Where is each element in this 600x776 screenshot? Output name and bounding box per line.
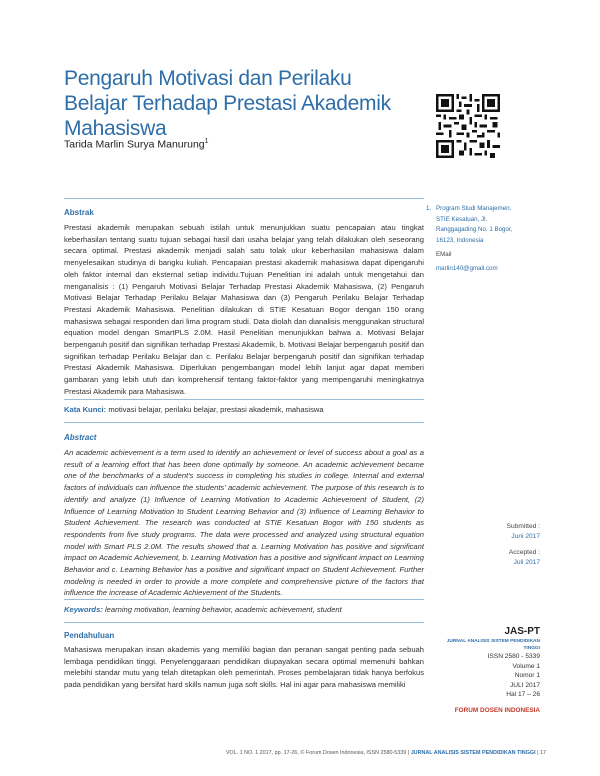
qr-code <box>436 94 500 158</box>
affil-line: Ranggagading No. 1 Bogor, <box>436 226 513 233</box>
journal-date: JULI 2017 <box>509 681 540 689</box>
footer-citation: VOL. 1 NO. 1 2017, pp. 17-26, © Forum Dosen Indonesia, ISSN 2580-5339 | <box>225 750 410 756</box>
keywords-value: learning motivation, learning behavior, academic achievement, student <box>104 605 342 614</box>
abstract-text: An academic achievement is a term used to identify an achievement or level of success about a goal as a result of a learning effort that has been done optimally by someone. An academic achievement became one of the benchmarks of a student's success in completing his studies in college. Internal and external factors of individuals can influence the students' academic achievement. The purpose of this research is to identify and analyze (1) Influence of Learning Motivation to Academic Achievement of Student, (2) Influence of Learning Motivation to Student Learning Behavior and (3) Influence of Learning Behavior to Student Achievement. The research was conducted at STIE Kesatuan Bogor with 150 students as respondents from five study programs. The data were processed and analyzed using structural equation model with Smart PLS 2.0M. The results showed that a. Learning Motivation has positive and significant impact on Academic Achievement, b. Learning Motivation has a positive and significant impact on Learning Behavior and c. Learning Behavior has a positive and significant impact on Student Achievement. Further modeling is needed in order to provide a more complete and comprehensive picture of the factors that influence the increase of Academic Achievement of the Students. <box>64 448 424 598</box>
article-title: Pengaruh Motivasi dan Perilaku Belajar Terhadap Prestasi Akademik Mahasiswa <box>64 67 391 140</box>
affil-line: STIE Kesatuan, Jl. <box>436 215 488 223</box>
affil-number: 1. <box>426 205 432 212</box>
accepted-label: Accepted : <box>508 549 540 556</box>
divider <box>64 622 424 623</box>
kata-kunci <box>64 405 424 414</box>
submitted-label: Submitted : <box>506 523 540 530</box>
affil-line: 16123, Indonesia <box>436 236 484 244</box>
journal-issn: ISSN 2580 - 5339 <box>487 653 540 660</box>
journal-nomor: Nomor 1 <box>514 672 540 680</box>
divider <box>64 599 424 600</box>
journal-info <box>440 626 540 716</box>
kata-kunci-value: motivasi belajar, perilaku belajar, prestasi akademik, mahasiswa <box>108 405 324 414</box>
accepted-block <box>440 548 540 568</box>
author-name: Tarida Marlin Surya Manurung <box>64 138 205 151</box>
kata-kunci-label: Kata Kunci: <box>64 405 107 414</box>
keywords <box>64 605 424 614</box>
footer-page: | 17 <box>537 750 546 756</box>
submitted-block <box>440 522 540 542</box>
keywords-label: Keywords: <box>64 605 103 614</box>
affil-line: Program Studi Manajemen, <box>436 205 512 212</box>
author-affil-mark: 1 <box>204 138 209 145</box>
email-label: EMail <box>436 251 452 258</box>
pendahuluan-heading: Pendahuluan <box>64 631 115 640</box>
submitted-value: Juni 2017 <box>511 533 540 540</box>
divider <box>64 422 424 423</box>
journal-name: JAS-PT <box>504 626 540 637</box>
divider <box>64 198 424 199</box>
abstrak-heading: Abstrak <box>64 208 94 217</box>
journal-pages: Hal 17 – 26 <box>506 691 540 699</box>
email-link[interactable]: marlin140@gmail.com <box>436 264 498 272</box>
journal-subtitle: JURNAL ANALISIS SISTEM PENDIDIKAN TINGGI <box>446 639 540 651</box>
journal-publisher: FORUM DOSEN INDONESIA <box>454 706 540 714</box>
author-line <box>64 138 209 151</box>
footer-journal: JURNAL ANALISIS SISTEM PENDIDIKAN TINGGI <box>410 750 536 756</box>
affiliation-sidebar <box>426 204 546 274</box>
journal-volume: Volume 1 <box>512 662 540 670</box>
abstrak-text: Prestasi akademik merupakan sebuah istilah untuk menunjukkan suatu pencapaian atau tingkat keberhasilan tentang suatu tujuan sebagai hasil dari usaha belajar yang telah dilakukan oleh seseorang secara optimal. Prestasi akademik menjadi salah satu tolak ukur keberhasilan mahasiswa dalam menyelesaikan studinya di bangku kuliah. Pencapaian prestasi akademik mahasiswa dapat dipengaruhi oleh faktor internal dan eksternal setiap individu.Tujuan Penelitian ini adalah untuk mengetahui dan menganalisis : (1) Pengaruh Motivasi Belajar Terhadap Prestasi Akademik Mahasiswa, (2) Pengaruh Motivasi Belajar Terhadap Perilaku Belajar Mahasiswa dan (3) Pengaruh Perilaku Belajar Terhadap Prestasi Akademik Mahasiswa. Penelitian dilakukan di STIE Kesatuan Bogor dengan 150 orang mahasiswa sebagai responden dari lima program studi. Data diolah dan dianalisis menggunakan structural equation model dengan SmartPLS 2.0M. Hasil Penelitian menunjukkan bahwa a. Motivasi Belajar berpengaruh positif dan signifikan terhadap Prestasi Akademik, b. Motivasi Belajar berpengaruh positif dan signifikan terhadap Perilaku Belajar dan c. Perilaku Belajar berpengaruh positif dan signifikan terhadap Prestasi Akademik Mahasiswa. Diperlukan pengembangan model lebih lanjut agar dapat memberi gambaran yang lebih utuh dan komprehensif tentang faktor-faktor yang mempengaruhi meningkatnya Prestasi Akademik para Mahasiswa. <box>64 223 424 396</box>
abstract-heading: Abstract <box>64 433 97 442</box>
pendahuluan-text: Mahasiswa merupakan insan akademis yang memiliki bagian dan peranan sangat penting pada sebuah lembaga pendidikan tinggi. Penyelenggaraan pendidikan diupayakan secara optimal memenuhi bahkan melebihi standar mutu yang telah ditetapkan oleh pemerintah. Proses pembelajaran tidak hanya berfokus pada pendidikan yang bersifat hard skills namun juga soft skills. Hal ini agar para mahasiswa memiliki <box>64 645 424 690</box>
divider <box>64 399 424 400</box>
accepted-value: Juli 2017 <box>513 559 540 566</box>
page-footer <box>100 750 546 756</box>
